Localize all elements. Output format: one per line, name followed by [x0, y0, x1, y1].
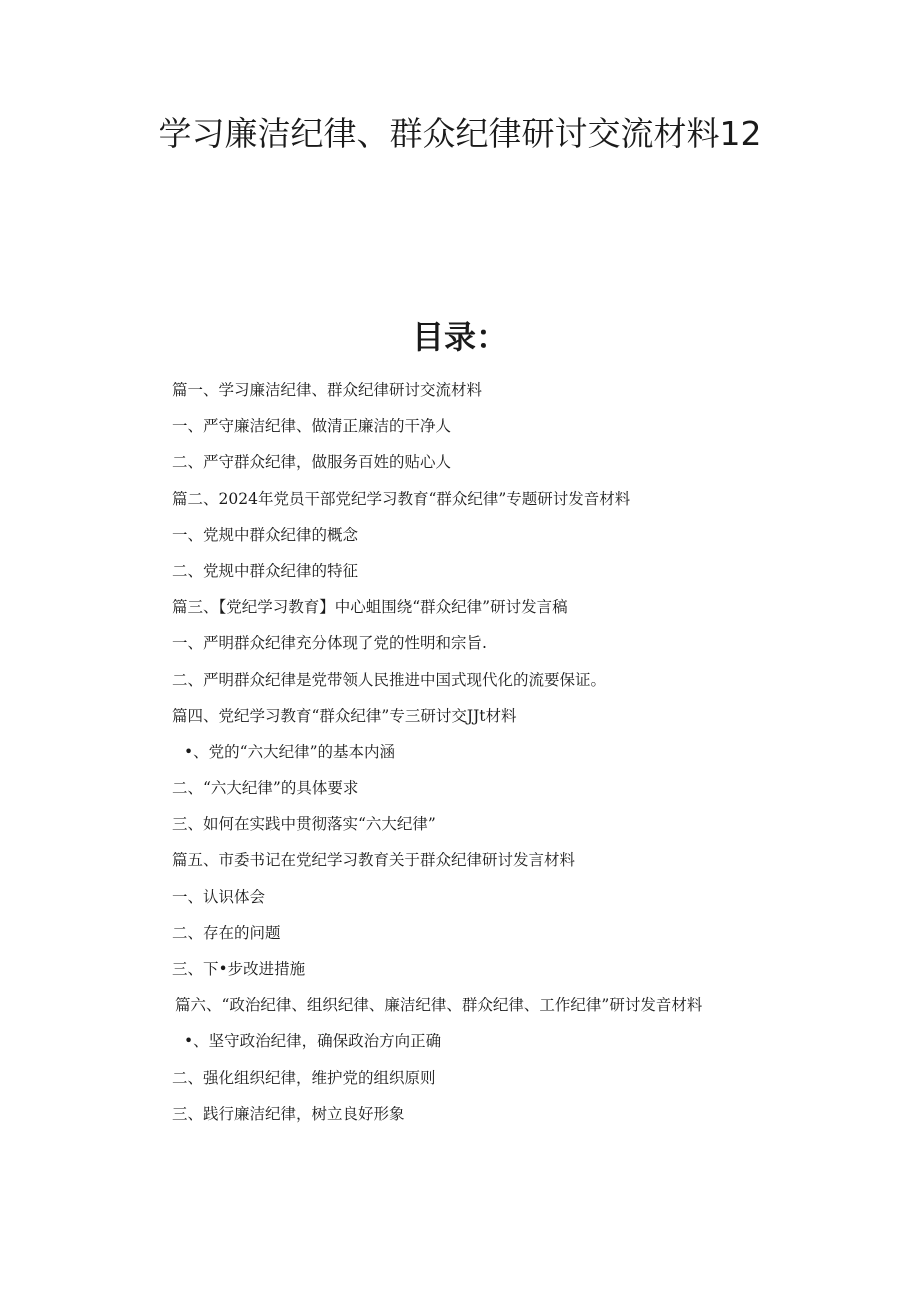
toc-item: 一、认识体会	[172, 887, 266, 906]
toc-item-part-2: 篇二、2024年党员干部党纪学习教育“群众纪律”专题研讨发音材料	[172, 489, 631, 508]
toc-item: 二、严明群众纪律是党带领人民推进中国式现代化的流要保证。	[172, 670, 607, 689]
toc-item: 一、严明群众纪律充分体现了党的性明和宗旨.	[172, 634, 487, 653]
table-of-contents	[172, 372, 872, 1132]
toc-item: 二、“六大纪律”的具体要求	[172, 779, 359, 798]
document-title: 学习廉洁纪律、群众纪律研讨交流材料12	[158, 114, 762, 153]
toc-item: 二、严守群众纪律，做服务百姓的贴心人	[172, 453, 452, 472]
toc-item: 三、践行廉洁纪律，树立良好形象	[172, 1104, 405, 1123]
toc-item: 一、党规中群众纪律的概念	[172, 525, 359, 544]
toc-heading: 目录：	[411, 318, 508, 356]
toc-item-part-5: 篇五、市委书记在党纪学习教育关于群众纪律研讨发言材料	[172, 851, 576, 870]
toc-item: •、党的“六大纪律”的基本内涵	[184, 742, 395, 761]
toc-item: 二、强化组织纪律，维护党的组织原则	[172, 1068, 436, 1087]
toc-item-part-3: 篇三、【党纪学习教育】中心蛆围绕“群众纪律”研讨发言稿	[172, 598, 568, 617]
toc-item: •、坚守政治纪律，确保政治方向正确	[184, 1032, 442, 1051]
toc-item: 一、严守廉洁纪律、做清正廉洁的干净人	[172, 417, 452, 436]
toc-item-part-1: 篇一、学习廉洁纪律、群众纪律研讨交流材料	[172, 381, 483, 399]
toc-item: 二、党规中群众纪律的特征	[172, 561, 359, 580]
toc-item-part-4: 篇四、党纪学习教育“群众纪律”专三研讨交JJt材料	[172, 706, 517, 725]
toc-item-part-6: 篇六、“政治纪律、组织纪律、廉洁纪律、群众纪律、工作纪律”研讨发音材料	[175, 996, 703, 1015]
toc-item: 三、下•步改进措施	[172, 960, 306, 978]
toc-item: 三、如何在实践中贯彻落实“六大纪律”	[172, 815, 436, 834]
toc-item: 二、存在的问题	[172, 923, 281, 942]
